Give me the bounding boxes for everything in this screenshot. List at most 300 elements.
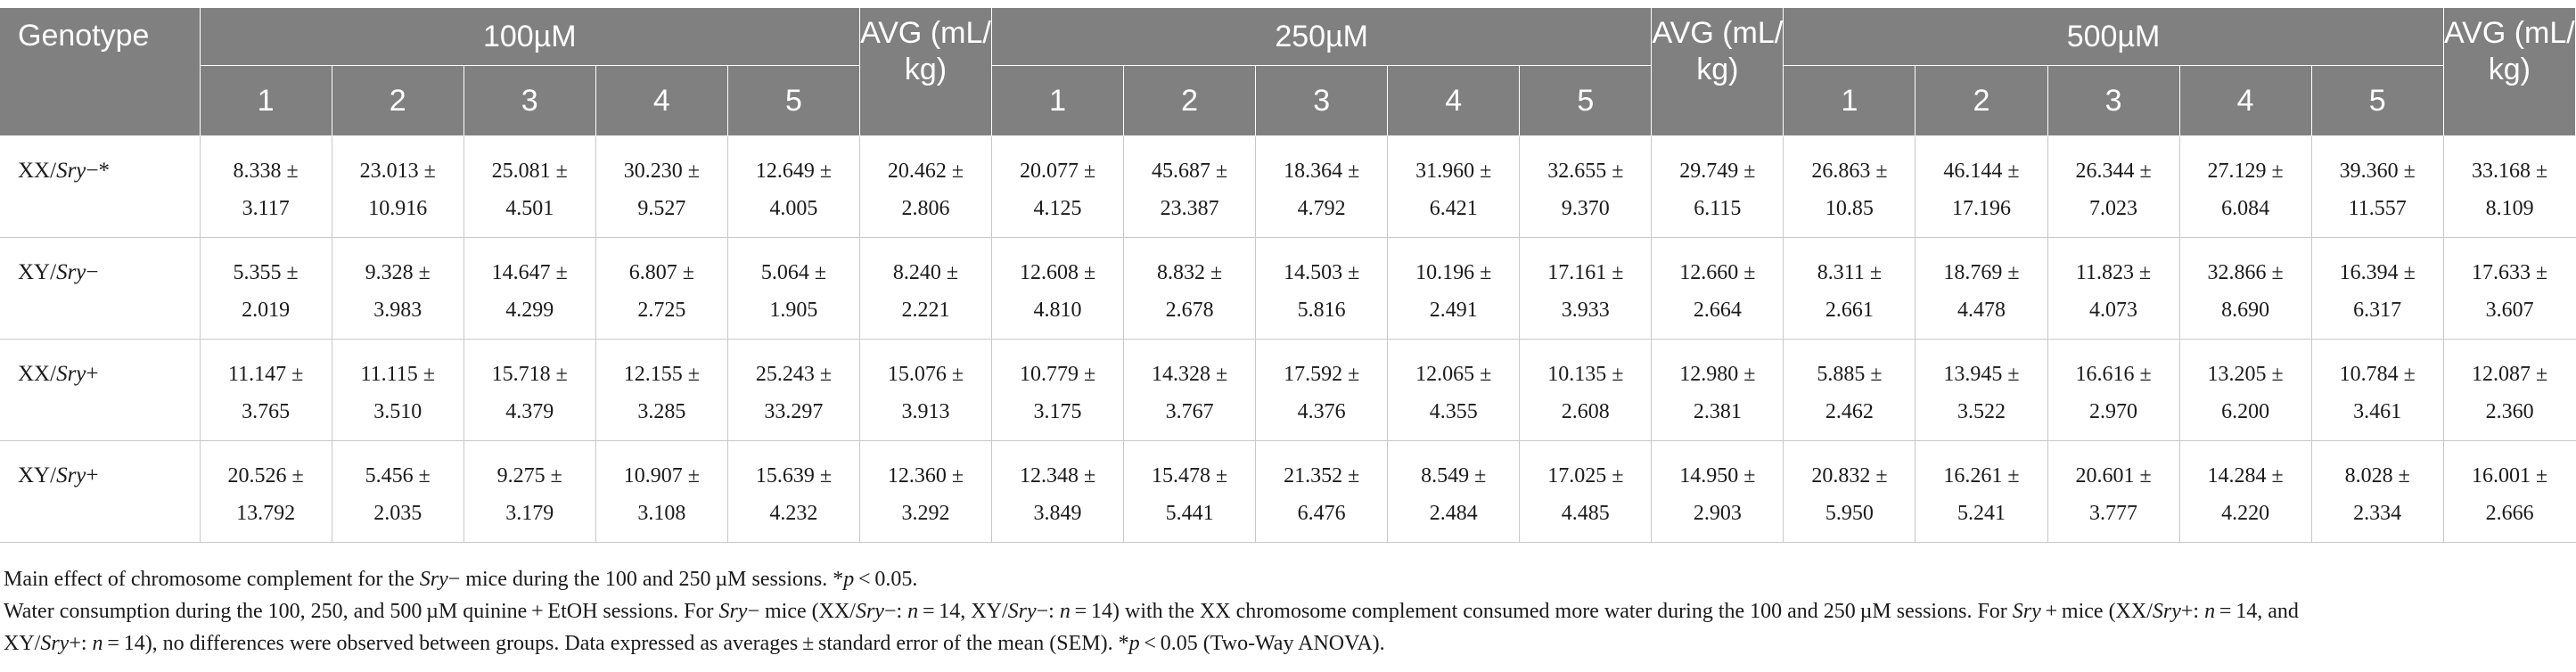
- sem-value: 4.232: [769, 502, 818, 525]
- sem-value: 4.485: [1561, 502, 1610, 525]
- mean-value: 5.355 ±: [233, 261, 299, 284]
- footnote-text: − mice (XX/: [747, 600, 856, 623]
- mean-value: 10.784 ±: [2339, 363, 2416, 386]
- n-symbol: n: [92, 632, 103, 655]
- value-cell: [1256, 136, 1388, 238]
- genotype-cell: [0, 238, 200, 340]
- mean-value: 23.013 ±: [359, 160, 436, 183]
- value-cell: [2311, 238, 2443, 340]
- mean-value: 12.980 ±: [1679, 363, 1756, 386]
- gene-name: Sry: [56, 463, 86, 488]
- mean-value: 8.028 ±: [2344, 464, 2410, 488]
- sem-value: 4.073: [2089, 299, 2138, 322]
- avg-header-line: (mL/: [2514, 16, 2575, 50]
- mean-value: 39.360 ±: [2339, 160, 2416, 183]
- value-cell: [332, 238, 464, 340]
- mean-value: 12.360 ±: [887, 464, 964, 488]
- mean-value: 11.147 ±: [228, 363, 304, 386]
- value-cell: [200, 238, 332, 340]
- mean-value: 5.456 ±: [365, 464, 431, 488]
- value-cell: [2179, 238, 2311, 340]
- sem-value: 10.85: [1825, 197, 1874, 220]
- sem-value: 4.355: [1429, 400, 1478, 423]
- sem-value: 23.387: [1160, 197, 1219, 220]
- avg-header-line: (mL/: [930, 16, 991, 50]
- value-cell: [200, 340, 332, 441]
- mean-value: 16.001 ±: [2472, 464, 2548, 488]
- value-cell: [1520, 238, 1652, 340]
- sem-value: 3.765: [242, 400, 291, 423]
- sem-value: 2.035: [373, 502, 422, 525]
- mean-value: 17.025 ±: [1547, 464, 1624, 488]
- value-cell: [595, 441, 727, 543]
- mean-value: 14.503 ±: [1284, 261, 1360, 284]
- sem-value: 2.360: [2485, 400, 2534, 423]
- sem-value: 2.661: [1825, 299, 1874, 322]
- average-cell: [1652, 441, 1784, 543]
- value-cell: [1520, 136, 1652, 238]
- value-cell: [1256, 238, 1388, 340]
- mean-value: 16.261 ±: [1943, 464, 2020, 488]
- gene-name: Sry: [419, 568, 448, 591]
- value-cell: [464, 340, 595, 441]
- sem-value: 2.806: [901, 197, 950, 220]
- avg-header-line: AVG: [860, 16, 923, 50]
- value-cell: [332, 340, 464, 441]
- average-cell: [859, 441, 991, 543]
- value-cell: [1124, 136, 1256, 238]
- mean-value: 30.230 ±: [623, 160, 700, 183]
- average-cell: [1652, 238, 1784, 340]
- mean-value: 10.779 ±: [1019, 363, 1096, 386]
- mean-value: 12.348 ±: [1019, 464, 1096, 488]
- mean-value: 46.144 ±: [1943, 160, 2020, 183]
- footnote-caption-cont: [4, 627, 2571, 660]
- value-cell: [1256, 340, 1388, 441]
- mean-value: 20.601 ±: [2075, 464, 2152, 488]
- sem-value: 2.484: [1429, 502, 1478, 525]
- session-number: 3: [464, 66, 595, 136]
- sem-value: 1.905: [769, 299, 818, 322]
- sem-value: 4.478: [1957, 299, 2006, 322]
- mean-value: 12.660 ±: [1679, 261, 1756, 284]
- group-header-500: 500µM: [1784, 8, 2443, 66]
- session-number: 1: [1784, 66, 1916, 136]
- mean-value: 12.608 ±: [1019, 261, 1096, 284]
- footnote-text: − mice during the 100 and 250 µM sessions. *: [447, 568, 844, 591]
- genotype-prefix: XX/: [18, 159, 57, 183]
- n-symbol: n: [2204, 600, 2216, 623]
- session-number: 4: [1388, 66, 1520, 136]
- value-cell: [1124, 238, 1256, 340]
- value-cell: [464, 441, 595, 543]
- sem-value: 10.916: [368, 197, 428, 220]
- mean-value: 15.076 ±: [887, 363, 964, 386]
- avg-header-line: kg): [1696, 53, 1739, 86]
- genotype-suffix: −*: [86, 159, 110, 183]
- session-number: 4: [595, 66, 727, 136]
- mean-value: 45.687 ±: [1152, 160, 1228, 183]
- sem-value: 4.379: [505, 400, 554, 423]
- sem-value: 5.950: [1825, 502, 1874, 525]
- value-cell: [595, 238, 727, 340]
- mean-value: 20.526 ±: [227, 464, 304, 488]
- data-table: [0, 7, 2576, 543]
- sem-value: 6.421: [1429, 197, 1478, 220]
- sem-value: 3.175: [1033, 400, 1082, 423]
- mean-value: 6.807 ±: [628, 261, 694, 284]
- avg-header-100: [859, 8, 991, 136]
- value-cell: [1388, 441, 1520, 543]
- mean-value: 25.081 ±: [491, 160, 568, 183]
- sem-value: 2.608: [1561, 400, 1610, 423]
- table-body: [0, 136, 2576, 543]
- sem-value: 2.221: [901, 299, 950, 322]
- mean-value: 20.832 ±: [1811, 464, 1888, 488]
- session-number: 5: [2311, 66, 2443, 136]
- sem-value: 3.522: [1957, 400, 2006, 423]
- value-cell: [1124, 441, 1256, 543]
- footnote-text: +:: [2180, 600, 2205, 623]
- genotype-cell: [0, 340, 200, 441]
- sem-value: 8.690: [2221, 299, 2270, 322]
- table-row: [0, 238, 2576, 340]
- value-cell: [1784, 238, 1916, 340]
- table-footnotes: [4, 563, 2571, 660]
- value-cell: [200, 441, 332, 543]
- footnote-significance: [4, 563, 2571, 595]
- value-cell: [1124, 340, 1256, 441]
- n-symbol: n: [907, 600, 919, 623]
- mean-value: 17.161 ±: [1547, 261, 1624, 284]
- gene-name: Sry: [56, 260, 86, 284]
- average-cell: [2443, 340, 2575, 441]
- mean-value: 20.077 ±: [1019, 160, 1096, 183]
- sem-value: 2.334: [2353, 502, 2402, 525]
- mean-value: 14.284 ±: [2207, 464, 2284, 488]
- value-cell: [1784, 441, 1916, 543]
- mean-value: 5.064 ±: [760, 261, 826, 284]
- average-cell: [2443, 238, 2575, 340]
- sem-value: 5.816: [1297, 299, 1346, 322]
- gene-name: Sry: [1007, 600, 1037, 623]
- value-cell: [1520, 441, 1652, 543]
- mean-value: 18.769 ±: [1943, 261, 2020, 284]
- gene-name: Sry: [40, 632, 70, 655]
- sem-value: 9.370: [1561, 197, 1610, 220]
- mean-value: 8.338 ±: [233, 160, 299, 183]
- footnote-text: Water consumption during the 100, 250, and 500 µM quinine + EtOH sessions. For: [4, 600, 719, 623]
- gene-name: Sry: [56, 362, 86, 386]
- value-cell: [1916, 441, 2047, 543]
- value-cell: [727, 441, 859, 543]
- group-header-100: 100µM: [200, 8, 859, 66]
- value-cell: [1916, 238, 2047, 340]
- mean-value: 15.718 ±: [491, 363, 568, 386]
- value-cell: [992, 136, 1124, 238]
- footnote-text: = 14), no differences were observed between groups. Data expressed as averages ± standard error of the mean (SEM). *: [103, 632, 1129, 655]
- average-cell: [2443, 136, 2575, 238]
- mean-value: 15.639 ±: [755, 464, 832, 488]
- genotype-cell: [0, 136, 200, 238]
- mean-value: 32.866 ±: [2207, 261, 2284, 284]
- footnote-text: XY/: [4, 632, 41, 655]
- average-cell: [859, 136, 991, 238]
- sem-value: 6.115: [1694, 197, 1742, 220]
- sem-value: 13.792: [236, 502, 296, 525]
- value-cell: [2311, 136, 2443, 238]
- sem-value: 3.933: [1561, 299, 1610, 322]
- mean-value: 16.394 ±: [2339, 261, 2416, 284]
- group-header-250: 250µM: [992, 8, 1652, 66]
- value-cell: [2047, 238, 2179, 340]
- mean-value: 17.592 ±: [1284, 363, 1360, 386]
- footnote-text: < 0.05 (Two-Way ANOVA).: [1139, 632, 1385, 655]
- avg-header-line: kg): [904, 53, 948, 86]
- mean-value: 9.275 ±: [496, 464, 562, 488]
- gene-name: Sry: [2012, 600, 2041, 623]
- session-number: 1: [200, 66, 332, 136]
- session-number: 1: [992, 66, 1124, 136]
- session-number: 5: [727, 66, 859, 136]
- value-cell: [2311, 441, 2443, 543]
- avg-header-line: kg): [2488, 53, 2531, 86]
- avg-header-line: AVG: [2443, 16, 2506, 50]
- mean-value: 12.649 ±: [755, 160, 832, 183]
- genotype-prefix: XY/: [18, 260, 57, 284]
- session-number: 3: [1256, 66, 1388, 136]
- footnote-text: < 0.05.: [854, 568, 918, 591]
- value-cell: [2047, 441, 2179, 543]
- mean-value: 31.960 ±: [1415, 160, 1492, 183]
- average-cell: [1652, 340, 1784, 441]
- footnote-text: −:: [1036, 600, 1060, 623]
- mean-value: 12.065 ±: [1415, 363, 1492, 386]
- p-symbol: p: [1128, 632, 1140, 655]
- value-cell: [332, 136, 464, 238]
- footnote-text: = 14) with the XX chromosome complement consumed more water during the 100 and 250 µM sessions. For: [1070, 600, 2013, 623]
- sem-value: 2.903: [1693, 502, 1742, 525]
- average-cell: [2443, 441, 2575, 543]
- session-number: 5: [1520, 66, 1652, 136]
- avg-header-line: (mL/: [1722, 16, 1784, 50]
- value-cell: [727, 340, 859, 441]
- sem-value: 3.983: [373, 299, 422, 322]
- mean-value: 14.647 ±: [491, 261, 568, 284]
- sem-value: 3.179: [505, 502, 554, 525]
- sem-value: 6.084: [2221, 197, 2270, 220]
- sem-value: 4.810: [1033, 299, 1082, 322]
- value-cell: [200, 136, 332, 238]
- value-cell: [464, 238, 595, 340]
- sem-value: 2.381: [1693, 400, 1742, 423]
- mean-value: 8.311 ±: [1817, 261, 1883, 284]
- value-cell: [1916, 136, 2047, 238]
- mean-value: 29.749 ±: [1679, 160, 1756, 183]
- mean-value: 12.087 ±: [2472, 363, 2548, 386]
- sem-value: 4.501: [505, 197, 554, 220]
- sem-value: 6.200: [2221, 400, 2270, 423]
- sem-value: 3.292: [901, 502, 950, 525]
- genotype-cell: [0, 441, 200, 543]
- mean-value: 16.616 ±: [2075, 363, 2152, 386]
- average-cell: [859, 340, 991, 441]
- value-cell: [992, 238, 1124, 340]
- value-cell: [2179, 136, 2311, 238]
- value-cell: [2047, 136, 2179, 238]
- mean-value: 26.344 ±: [2075, 160, 2152, 183]
- mean-value: 10.196 ±: [1415, 261, 1492, 284]
- sem-value: 4.220: [2221, 502, 2270, 525]
- genotype-prefix: XX/: [18, 362, 57, 386]
- session-number: 2: [1124, 66, 1256, 136]
- sem-value: 4.792: [1297, 197, 1346, 220]
- value-cell: [1784, 136, 1916, 238]
- average-cell: [1652, 136, 1784, 238]
- sem-value: 2.491: [1429, 299, 1478, 322]
- sem-value: 7.023: [2089, 197, 2138, 220]
- session-number: 2: [1916, 66, 2047, 136]
- mean-value: 14.328 ±: [1152, 363, 1228, 386]
- sem-value: 11.557: [2348, 197, 2407, 220]
- value-cell: [727, 136, 859, 238]
- table-row: [0, 340, 2576, 441]
- average-cell: [859, 238, 991, 340]
- mean-value: 33.168 ±: [2472, 160, 2548, 183]
- gene-name: Sry: [855, 600, 884, 623]
- genotype-header: Genotype: [0, 8, 200, 136]
- genotype-suffix: +: [86, 463, 99, 488]
- table-header: [0, 8, 2576, 136]
- value-cell: [2179, 340, 2311, 441]
- gene-name: Sry: [718, 600, 748, 623]
- genotype-suffix: −: [86, 260, 99, 284]
- sem-value: 2.970: [2089, 400, 2138, 423]
- sem-value: 3.285: [637, 400, 686, 423]
- sem-value: 3.849: [1033, 502, 1082, 525]
- mean-value: 10.907 ±: [623, 464, 700, 488]
- sem-value: 2.462: [1825, 400, 1874, 423]
- genotype-suffix: +: [86, 362, 99, 386]
- avg-header-500: [2443, 8, 2575, 136]
- avg-header-line: AVG: [1652, 16, 1714, 50]
- mean-value: 32.655 ±: [1547, 160, 1624, 183]
- footnote-text: −:: [883, 600, 908, 623]
- sem-value: 2.664: [1693, 299, 1742, 322]
- value-cell: [2311, 340, 2443, 441]
- mean-value: 11.115 ±: [360, 363, 435, 386]
- sem-value: 3.108: [637, 502, 686, 525]
- mean-value: 12.155 ±: [623, 363, 700, 386]
- value-cell: [2047, 340, 2179, 441]
- sem-value: 3.607: [2485, 299, 2534, 322]
- mean-value: 11.823 ±: [2075, 261, 2152, 284]
- sem-value: 2.725: [637, 299, 686, 322]
- value-cell: [332, 441, 464, 543]
- sem-value: 6.317: [2353, 299, 2402, 322]
- mean-value: 13.205 ±: [2207, 363, 2284, 386]
- footnote-text: = 14, XY/: [918, 600, 1008, 623]
- sem-value: 4.005: [769, 197, 818, 220]
- session-number: 2: [332, 66, 464, 136]
- sem-value: 2.678: [1165, 299, 1214, 322]
- mean-value: 8.240 ±: [892, 261, 959, 284]
- session-number: 3: [2047, 66, 2179, 136]
- mean-value: 9.328 ±: [365, 261, 431, 284]
- mean-value: 18.364 ±: [1284, 160, 1360, 183]
- mean-value: 5.885 ±: [1817, 363, 1883, 386]
- mean-value: 25.243 ±: [755, 363, 832, 386]
- mean-value: 10.135 ±: [1547, 363, 1624, 386]
- value-cell: [1520, 340, 1652, 441]
- sem-value: 3.767: [1165, 400, 1214, 423]
- sem-value: 3.913: [901, 400, 950, 423]
- sem-value: 5.441: [1165, 502, 1214, 525]
- sem-value: 2.666: [2485, 502, 2534, 525]
- mean-value: 14.950 ±: [1679, 464, 1756, 488]
- value-cell: [2179, 441, 2311, 543]
- sem-value: 3.117: [242, 197, 290, 220]
- footnote-caption: [4, 595, 2571, 627]
- n-symbol: n: [1059, 600, 1071, 623]
- footnote-text: = 14, and: [2215, 600, 2299, 623]
- sem-value: 4.376: [1297, 400, 1346, 423]
- value-cell: [595, 340, 727, 441]
- sem-value: 3.777: [2089, 502, 2138, 525]
- gene-name: Sry: [2152, 600, 2181, 623]
- sem-value: 5.241: [1957, 502, 2006, 525]
- avg-header-250: [1652, 8, 1784, 136]
- mean-value: 27.129 ±: [2207, 160, 2284, 183]
- mean-value: 17.633 ±: [2472, 261, 2548, 284]
- value-cell: [1388, 340, 1520, 441]
- mean-value: 20.462 ±: [887, 160, 964, 183]
- value-cell: [1388, 238, 1520, 340]
- value-cell: [727, 238, 859, 340]
- footnote-text: + mice (XX/: [2040, 600, 2153, 623]
- sem-value: 9.527: [637, 197, 686, 220]
- value-cell: [464, 136, 595, 238]
- sem-value: 33.297: [764, 400, 824, 423]
- value-cell: [1784, 340, 1916, 441]
- sem-value: 4.125: [1033, 197, 1082, 220]
- mean-value: 26.863 ±: [1811, 160, 1888, 183]
- value-cell: [1388, 136, 1520, 238]
- footnote-text: Main effect of chromosome complement for the: [4, 568, 420, 591]
- value-cell: [992, 340, 1124, 441]
- sem-value: 4.299: [505, 299, 554, 322]
- mean-value: 13.945 ±: [1943, 363, 2020, 386]
- value-cell: [595, 136, 727, 238]
- sem-value: 17.196: [1951, 197, 2011, 220]
- table-row: [0, 136, 2576, 238]
- sem-value: 3.461: [2353, 400, 2402, 423]
- footnote-text: +:: [69, 632, 93, 655]
- sem-value: 6.476: [1297, 502, 1346, 525]
- gene-name: Sry: [56, 159, 86, 183]
- p-symbol: p: [843, 568, 855, 591]
- value-cell: [1916, 340, 2047, 441]
- sem-value: 3.510: [373, 400, 422, 423]
- mean-value: 15.478 ±: [1152, 464, 1228, 488]
- sem-value: 8.109: [2485, 197, 2534, 220]
- mean-value: 8.832 ±: [1157, 261, 1223, 284]
- genotype-prefix: XY/: [18, 463, 57, 488]
- table-row: [0, 441, 2576, 543]
- mean-value: 21.352 ±: [1284, 464, 1360, 488]
- value-cell: [1256, 441, 1388, 543]
- mean-value: 8.549 ±: [1421, 464, 1487, 488]
